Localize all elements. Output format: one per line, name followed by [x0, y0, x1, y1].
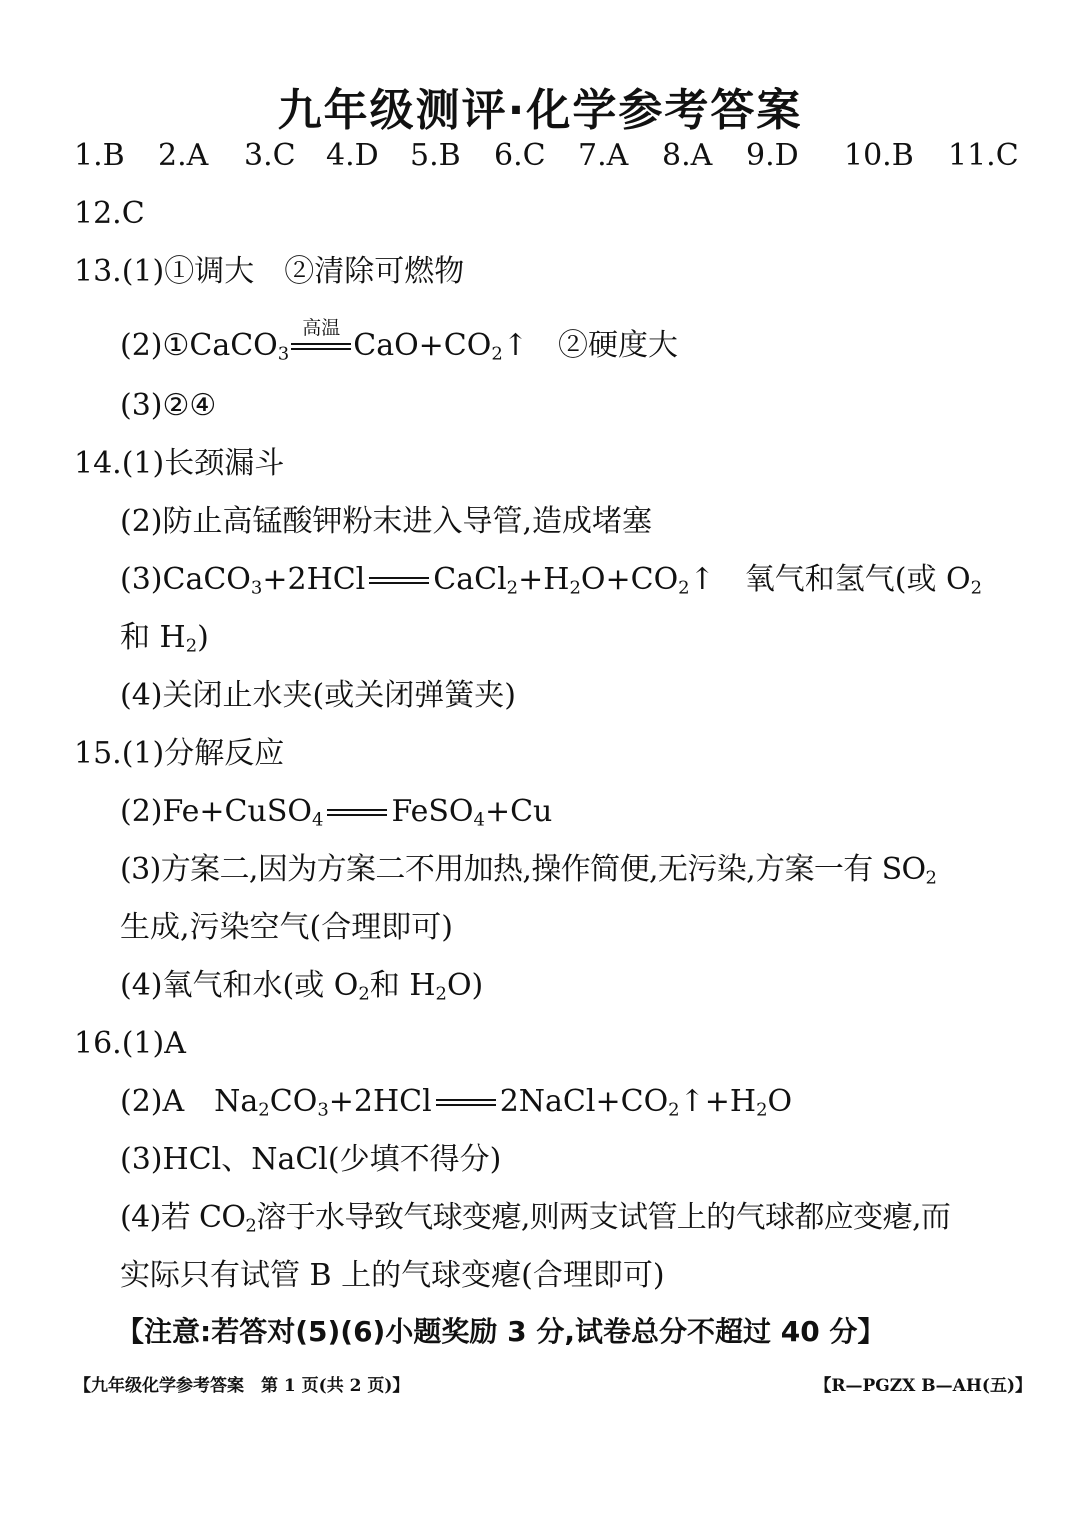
q16-part2-text: (2)A Na	[120, 1084, 259, 1119]
q15-part3-cont: 生成,污染空气(合理即可)	[120, 910, 453, 945]
mc-answer: 4.D	[326, 138, 379, 173]
subscript: 2	[569, 577, 581, 599]
subscript: 3	[277, 343, 290, 365]
q14-part3-cont	[120, 618, 209, 658]
subscript: 2	[185, 635, 198, 657]
subscript: 2	[970, 577, 983, 599]
reaction-equals-sign	[289, 317, 353, 366]
mc-answer: 7.A	[578, 138, 629, 173]
q15-part4	[120, 966, 483, 1006]
q14-part3-text: O+CO	[580, 562, 679, 597]
q16-part2-text: ↑+H	[679, 1084, 757, 1119]
q13-part2-reactant: (2)①CaCO	[120, 328, 278, 363]
mc-answer: 8.A	[662, 138, 713, 173]
mc-answer-12: 12.C	[74, 196, 145, 231]
subscript: 4	[473, 809, 485, 831]
q15-part2-text: FeSO	[391, 794, 474, 829]
q15-part2-text: (2)Fe+CuSO	[120, 794, 312, 829]
q14-part3-text: +2HCl	[262, 562, 366, 597]
q14-part3-text: +H	[518, 562, 570, 597]
q14-part3-text: )	[197, 620, 209, 655]
q13-part2-products: CaO+CO	[353, 328, 492, 363]
q15-part4-text: 和 H	[369, 968, 436, 1003]
footer-left: 【九年级化学参考答案 第 1 页(共 2 页)】	[74, 1376, 410, 1396]
subscript: 2	[358, 983, 370, 1005]
subscript: 2	[258, 1099, 270, 1121]
q15-part2	[120, 792, 552, 832]
footer-right: 【R—PGZX B—AH(五)】	[814, 1376, 1032, 1396]
q13-part1: 13.(1)①调大 ②清除可燃物	[74, 254, 465, 289]
q16-part4-text: 溶于水导致气球变瘪,则两支试管上的气球都应变瘪,而	[256, 1200, 951, 1235]
subscript: 4	[311, 809, 324, 831]
q14-part1: 14.(1)长颈漏斗	[74, 446, 285, 481]
q15-part2-text: +Cu	[484, 794, 553, 829]
subscript: 2	[245, 1215, 257, 1237]
mc-answer: 10.B	[844, 138, 914, 173]
mc-answer: 2.A	[158, 138, 209, 173]
reaction-equals-sign	[365, 560, 433, 600]
subscript: 2	[668, 1099, 680, 1121]
q16-part2-text: CO	[269, 1084, 318, 1119]
q16-part4	[120, 1198, 950, 1238]
q13-part2-rest: ↑ ②硬度大	[502, 328, 678, 363]
mc-answer: 11.C	[948, 138, 1019, 173]
q15-part4-text: (4)氧气和水(或 O	[120, 968, 359, 1003]
q16-part2-text: 2NaCl+CO	[499, 1084, 669, 1119]
q16-part1: 16.(1)A	[74, 1026, 186, 1061]
subscript: 2	[925, 867, 937, 889]
mc-answer: 5.B	[410, 138, 461, 173]
q16-part4-text: (4)若 CO	[120, 1200, 246, 1235]
subscript: 2	[506, 577, 519, 599]
q14-part3	[120, 560, 982, 600]
mc-answer: 1.B	[74, 138, 125, 173]
q15-part3	[120, 850, 936, 890]
mc-answer: 3.C	[244, 138, 296, 173]
q16-part4-cont: 实际只有试管 B 上的气球变瘪(合理即可)	[120, 1258, 665, 1293]
q15-part1: 15.(1)分解反应	[74, 736, 285, 771]
q16-part2-text: +2HCl	[328, 1084, 432, 1119]
subscript: 3	[317, 1099, 329, 1121]
q16-part2-text: O	[767, 1084, 793, 1119]
mc-answer: 9.D	[746, 138, 799, 173]
reaction-equals-sign	[323, 792, 391, 832]
q15-part4-text: O)	[446, 968, 484, 1003]
reaction-condition: 高温	[302, 317, 341, 339]
q13-part2	[120, 317, 678, 366]
q14-part3-text: (3)CaCO	[120, 562, 251, 597]
subscript: 2	[491, 343, 503, 365]
subscript: 2	[756, 1099, 768, 1121]
page-title: 九年级测评·化学参考答案	[277, 85, 803, 136]
subscript: 2	[678, 577, 690, 599]
mc-answer: 6.C	[494, 138, 546, 173]
q16-part3: (3)HCl、NaCl(少填不得分)	[120, 1142, 502, 1177]
q16-part2	[120, 1082, 792, 1122]
q14-part2: (2)防止高锰酸钾粉末进入导管,造成堵塞	[120, 504, 653, 539]
q14-part4: (4)关闭止水夹(或关闭弹簧夹)	[120, 678, 516, 713]
q15-part3-text: (3)方案二,因为方案二不用加热,操作简便,无污染,方案一有 SO	[120, 852, 926, 887]
reaction-equals-sign	[432, 1082, 500, 1122]
q14-part3-text: 和 H	[120, 620, 186, 655]
q14-part3-text: CaCl	[433, 562, 507, 597]
q13-part3: (3)②④	[120, 388, 217, 423]
q14-part3-text: ↑ 氧气和氢气(或 O	[689, 562, 971, 597]
subscript: 2	[435, 983, 447, 1005]
bonus-note: 【注意:若答对(5)(6)小题奖励 3 分,试卷总分不超过 40 分】	[116, 1315, 886, 1348]
mc-answers	[74, 136, 1019, 176]
subscript: 3	[250, 577, 263, 599]
